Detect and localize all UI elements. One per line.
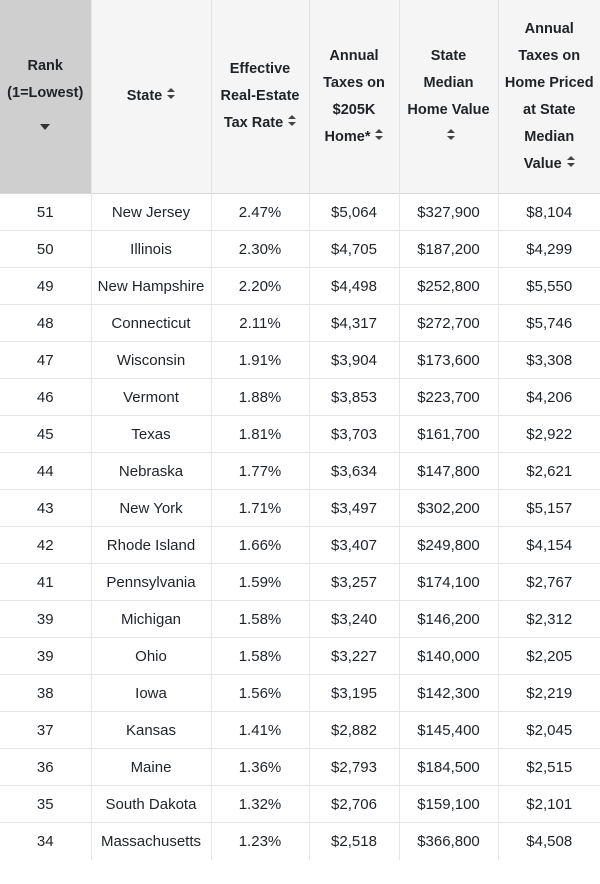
rate-cell: 2.30% [211, 231, 309, 268]
state-cell: Massachusetts [91, 823, 211, 860]
rank-cell: 43 [0, 490, 91, 527]
sort-arrows-icon [375, 129, 383, 140]
state-cell: Nebraska [91, 453, 211, 490]
taxes-median-cell: $2,101 [498, 786, 600, 823]
rank-cell: 37 [0, 712, 91, 749]
table-row [0, 490, 600, 527]
taxes-205k-cell: $2,706 [309, 786, 399, 823]
rate-cell: 1.91% [211, 342, 309, 379]
table-row [0, 416, 600, 453]
median-value-cell: $146,200 [399, 601, 498, 638]
rank-cell: 46 [0, 379, 91, 416]
header-taxes-205k-label: Annual Taxes on $205K Home* [323, 47, 385, 145]
rate-cell: 1.59% [211, 564, 309, 601]
rate-cell: 1.58% [211, 638, 309, 675]
table-row [0, 527, 600, 564]
median-value-cell: $174,100 [399, 564, 498, 601]
rank-cell: 44 [0, 453, 91, 490]
taxes-median-cell: $4,299 [498, 231, 600, 268]
taxes-205k-cell: $3,240 [309, 601, 399, 638]
taxes-median-cell: $5,746 [498, 305, 600, 342]
state-cell: Ohio [91, 638, 211, 675]
taxes-205k-cell: $3,853 [309, 379, 399, 416]
rate-cell: 1.88% [211, 379, 309, 416]
state-cell: New York [91, 490, 211, 527]
table-row [0, 823, 600, 860]
header-median-value[interactable] [399, 0, 498, 194]
header-taxes-median-label: Annual Taxes on Home Priced at State Median Value [504, 20, 594, 172]
table-row [0, 749, 600, 786]
sort-arrows-icon [447, 129, 455, 140]
taxes-median-cell: $4,508 [498, 823, 600, 860]
rank-cell: 39 [0, 638, 91, 675]
rate-cell: 1.32% [211, 786, 309, 823]
taxes-median-cell: $2,219 [498, 675, 600, 712]
table-row [0, 305, 600, 342]
taxes-205k-cell: $3,257 [309, 564, 399, 601]
state-cell: Pennsylvania [91, 564, 211, 601]
median-value-cell: $147,800 [399, 453, 498, 490]
median-value-cell: $159,100 [399, 786, 498, 823]
rate-cell: 2.47% [211, 194, 309, 231]
median-value-cell: $223,700 [399, 379, 498, 416]
header-taxes-median[interactable] [498, 0, 600, 194]
table-row [0, 786, 600, 823]
header-state[interactable] [91, 0, 211, 194]
state-cell: Maine [91, 749, 211, 786]
table-row [0, 194, 600, 231]
sort-arrows-icon [288, 115, 296, 126]
median-value-cell: $249,800 [399, 527, 498, 564]
taxes-median-cell: $4,154 [498, 527, 600, 564]
header-rank[interactable] [0, 0, 91, 194]
rank-cell: 49 [0, 268, 91, 305]
sort-down-icon [40, 113, 50, 140]
median-value-cell: $302,200 [399, 490, 498, 527]
state-cell: Illinois [91, 231, 211, 268]
rank-cell: 42 [0, 527, 91, 564]
sort-arrows-icon [167, 88, 175, 99]
rate-cell: 1.56% [211, 675, 309, 712]
rate-cell: 1.58% [211, 601, 309, 638]
rate-cell: 2.11% [211, 305, 309, 342]
median-value-cell: $140,000 [399, 638, 498, 675]
rank-cell: 38 [0, 675, 91, 712]
state-cell: Rhode Island [91, 527, 211, 564]
table-body [0, 194, 600, 860]
rank-cell: 35 [0, 786, 91, 823]
rank-cell: 48 [0, 305, 91, 342]
header-row [0, 0, 600, 194]
taxes-median-cell: $2,515 [498, 749, 600, 786]
table-row [0, 712, 600, 749]
rate-cell: 1.66% [211, 527, 309, 564]
taxes-205k-cell: $4,317 [309, 305, 399, 342]
rate-cell: 2.20% [211, 268, 309, 305]
table-row [0, 564, 600, 601]
median-value-cell: $142,300 [399, 675, 498, 712]
median-value-cell: $161,700 [399, 416, 498, 453]
rank-cell: 39 [0, 601, 91, 638]
table-row [0, 638, 600, 675]
median-value-cell: $366,800 [399, 823, 498, 860]
median-value-cell: $187,200 [399, 231, 498, 268]
header-taxes-205k[interactable] [309, 0, 399, 194]
taxes-205k-cell: $2,882 [309, 712, 399, 749]
rate-cell: 1.81% [211, 416, 309, 453]
state-cell: Texas [91, 416, 211, 453]
rate-cell: 1.41% [211, 712, 309, 749]
taxes-median-cell: $2,312 [498, 601, 600, 638]
taxes-205k-cell: $3,195 [309, 675, 399, 712]
rank-cell: 41 [0, 564, 91, 601]
table-row [0, 379, 600, 416]
median-value-cell: $173,600 [399, 342, 498, 379]
rate-cell: 1.71% [211, 490, 309, 527]
table-row [0, 231, 600, 268]
taxes-205k-cell: $3,497 [309, 490, 399, 527]
median-value-cell: $145,400 [399, 712, 498, 749]
taxes-205k-cell: $3,227 [309, 638, 399, 675]
state-cell: Kansas [91, 712, 211, 749]
table-row [0, 453, 600, 490]
header-state-label: State [126, 88, 163, 104]
state-cell: South Dakota [91, 786, 211, 823]
median-value-cell: $327,900 [399, 194, 498, 231]
rate-cell: 1.36% [211, 749, 309, 786]
taxes-median-cell: $2,045 [498, 712, 600, 749]
header-rate[interactable] [211, 0, 309, 194]
taxes-205k-cell: $3,407 [309, 527, 399, 564]
median-value-cell: $252,800 [399, 268, 498, 305]
taxes-median-cell: $2,621 [498, 453, 600, 490]
taxes-205k-cell: $2,793 [309, 749, 399, 786]
table-row [0, 675, 600, 712]
taxes-median-cell: $3,308 [498, 342, 600, 379]
rate-cell: 1.23% [211, 823, 309, 860]
state-cell: Vermont [91, 379, 211, 416]
header-rank-label: Rank (1=Lowest) [7, 58, 84, 101]
header-median-value-label: State Median Home Value [407, 47, 490, 118]
state-cell: Wisconsin [91, 342, 211, 379]
rank-cell: 50 [0, 231, 91, 268]
taxes-median-cell: $8,104 [498, 194, 600, 231]
header-rate-label: Effective Real-Estate Tax Rate [220, 61, 300, 131]
taxes-205k-cell: $4,705 [309, 231, 399, 268]
taxes-205k-cell: $4,498 [309, 268, 399, 305]
state-cell: Connecticut [91, 305, 211, 342]
taxes-median-cell: $2,767 [498, 564, 600, 601]
table-row [0, 601, 600, 638]
state-cell: Iowa [91, 675, 211, 712]
rank-cell: 34 [0, 823, 91, 860]
taxes-205k-cell: $5,064 [309, 194, 399, 231]
taxes-median-cell: $5,157 [498, 490, 600, 527]
taxes-median-cell: $2,205 [498, 638, 600, 675]
table-row [0, 342, 600, 379]
median-value-cell: $272,700 [399, 305, 498, 342]
sort-arrows-icon [567, 156, 575, 167]
table-row [0, 268, 600, 305]
rank-cell: 36 [0, 749, 91, 786]
state-cell: New Jersey [91, 194, 211, 231]
rank-cell: 45 [0, 416, 91, 453]
rank-cell: 51 [0, 194, 91, 231]
taxes-205k-cell: $3,703 [309, 416, 399, 453]
state-cell: Michigan [91, 601, 211, 638]
median-value-cell: $184,500 [399, 749, 498, 786]
taxes-median-cell: $5,550 [498, 268, 600, 305]
taxes-205k-cell: $3,634 [309, 453, 399, 490]
taxes-median-cell: $4,206 [498, 379, 600, 416]
rank-cell: 47 [0, 342, 91, 379]
taxes-median-cell: $2,922 [498, 416, 600, 453]
state-cell: New Hampshire [91, 268, 211, 305]
taxes-205k-cell: $3,904 [309, 342, 399, 379]
taxes-205k-cell: $2,518 [309, 823, 399, 860]
rate-cell: 1.77% [211, 453, 309, 490]
